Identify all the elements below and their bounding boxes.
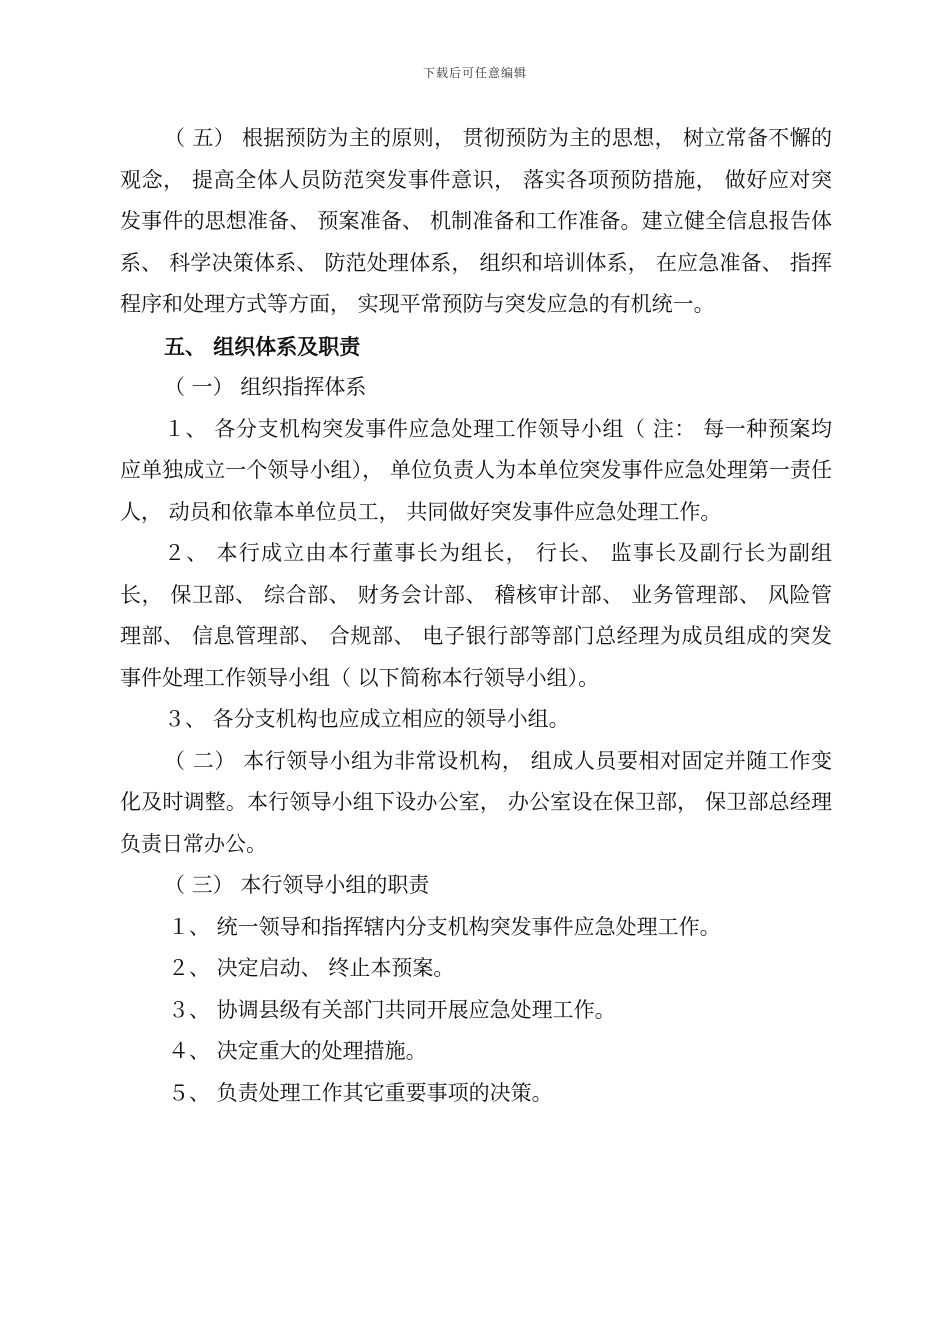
duty-item: ３、 协调县级有关部门共同开展应急处理工作。: [168, 997, 616, 1022]
paragraph-prevention-principle: （ 五） 根据预防为主的原则， 贯彻预防为主的思想， 树立常备不懈的观念， 提高全体人员防范突发事件意识， 落实各项预防措施， 做好应对突发事件的思想准备、 预案准备、 机制准备和工作准备。建立健全信息报告体系、 科学决策体系、 防范处理体系， 组织和培训体系， 在应急准备、 指挥程序和处理方式等方面， 实现平常预防与突发应急的有机统一。: [120, 126, 832, 316]
paragraph-item-3: ３、 各分支机构也应成立相应的领导小组。: [164, 707, 570, 731]
document-body: [120, 118, 832, 1114]
section-heading-organization: 五、 组织体系及职责: [164, 333, 361, 359]
duty-item: ２、 决定启动、 终止本预案。: [168, 956, 455, 980]
paragraph-item-2: ２、 本行成立由本行董事长为组长， 行长、 监事长及副行长为副组长， 保卫部、 综合部、 财务会计部、 稽核审计部、 业务管理部、 风险管理部、 信息管理部、 合规部、 电子银行部等部门总经理为成员组成的突发事件处理工作领导小组（ 以下简称本行领导小组）。: [120, 541, 832, 690]
page-header: 下载后可任意编辑: [422, 66, 527, 80]
duty-item: ５、 负责处理工作其它重要事项的决策。: [168, 1080, 553, 1105]
paragraph-leadership-group: （ 二） 本行领导小组为非常设机构， 组成人员要相对固定并随工作变化及时调整。本行领导小组下设办公室， 办公室设在保卫部， 保卫部总经理负责日常办公。: [120, 748, 832, 856]
subheading-duties: （ 三） 本行领导小组的职责: [164, 873, 430, 897]
paragraph-item-1: １、 各分支机构突发事件应急处理工作领导小组（ 注： 每一种预案均应单独成立一个领导小组）， 单位负责人为本单位突发事件应急处理第一责任人， 动员和依靠本单位员工， 共同做好突发事件应急处理工作。: [120, 416, 832, 524]
duty-item: ４、 决定重大的处理措施。: [168, 1039, 427, 1063]
subheading-command-system: （ 一） 组织指挥体系: [164, 375, 367, 399]
duty-item: １、 统一领导和指挥辖内分支机构突发事件应急处理工作。: [168, 914, 721, 939]
